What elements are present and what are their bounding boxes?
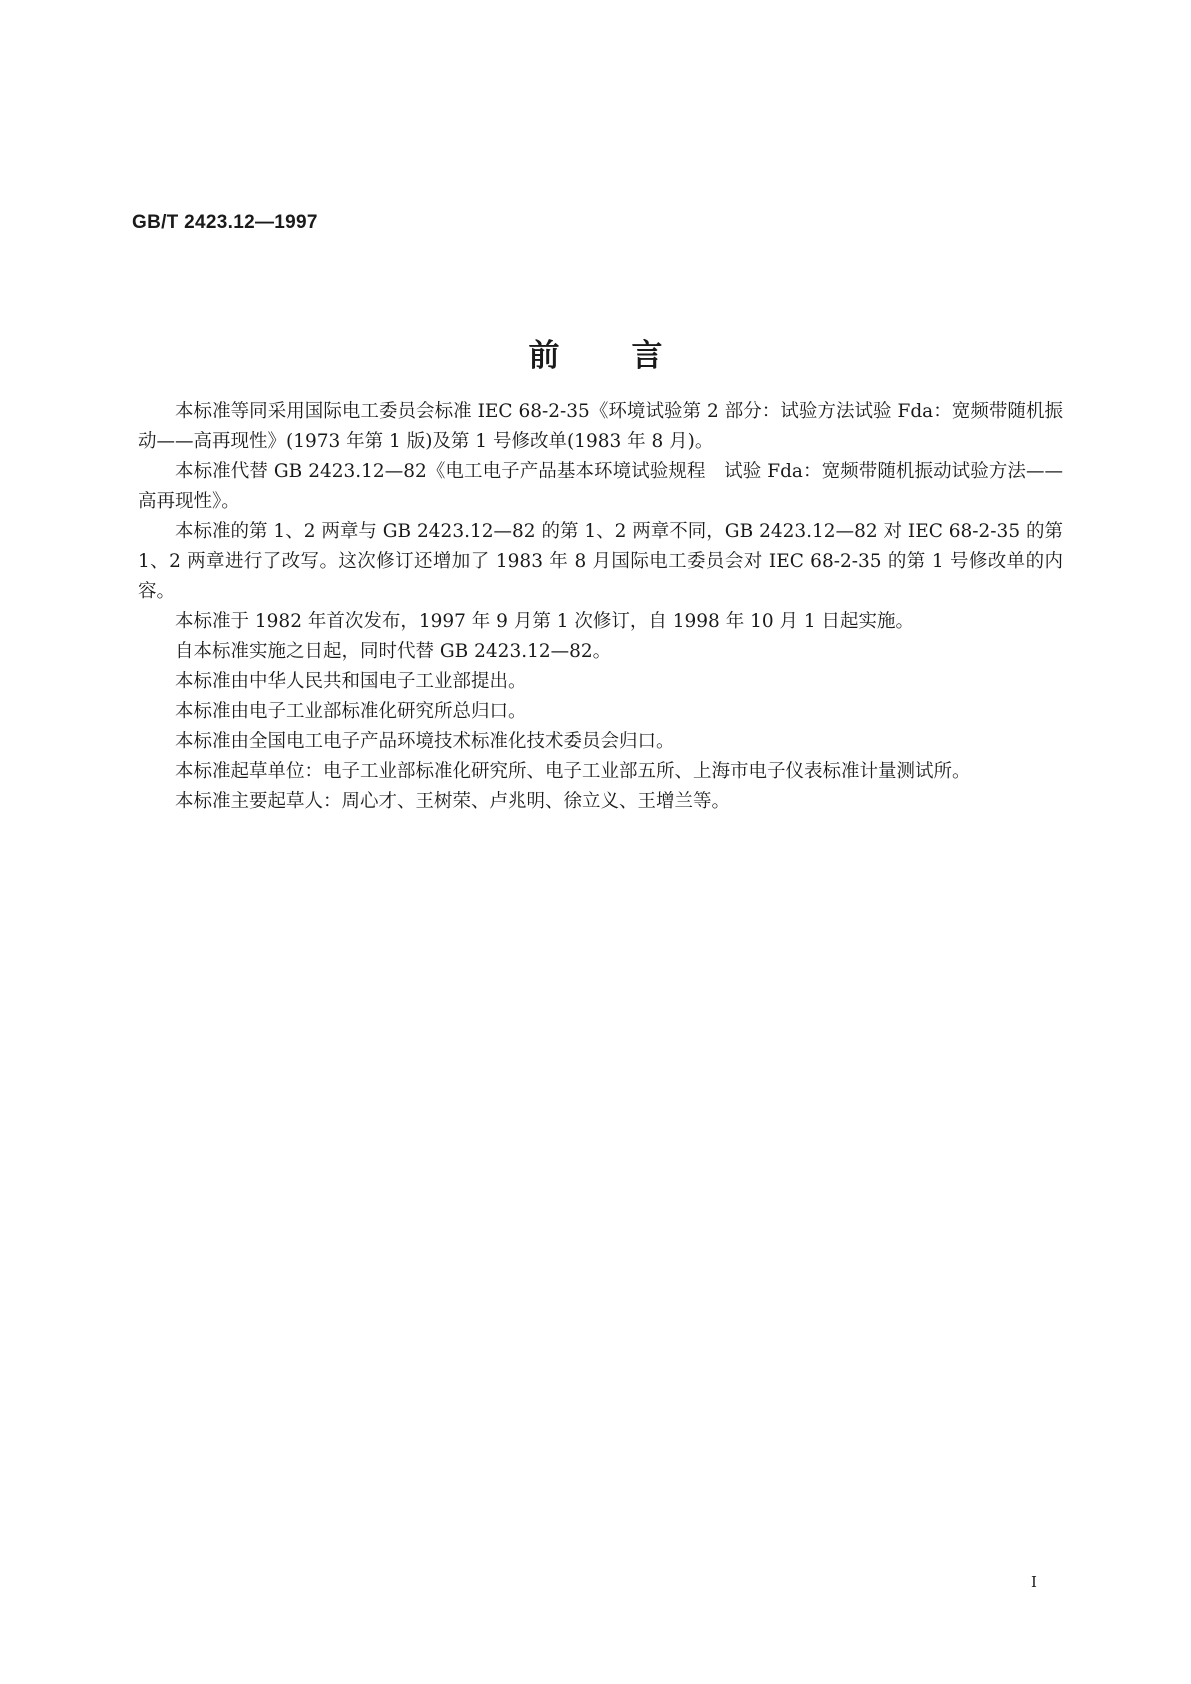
paragraph-10: 本标准主要起草人：周心才、王树荣、卢兆明、徐立义、王增兰等。 (175, 791, 731, 812)
paragraph-8: 本标准由全国电工电子产品环境技术标准化技术委员会归口。 (175, 731, 675, 752)
paragraph-1: 本标准等同采用国际电工委员会标准 IEC 68-2-35《环境试验第 2 部分：试验方法试验 Fda：宽频带随机振动——高再现性》(1973 年第 1 版)及第 1 号修改单(1983 年 8 月)。 (138, 401, 1063, 452)
page-title: 前言 (528, 338, 735, 374)
page-number: I (1031, 1573, 1037, 1591)
paragraph-7: 本标准由电子工业部标准化研究所总归口。 (175, 701, 527, 722)
paragraph-6: 本标准由中华人民共和国电子工业部提出。 (175, 671, 527, 692)
paragraph-2: 本标准代替 GB 2423.12—82《电工电子产品基本环境试验规程 试验 Fda：宽频带随机振动试验方法——高再现性》。 (138, 461, 1063, 512)
paragraph-5: 自本标准实施之日起，同时代替 GB 2423.12—82。 (175, 641, 612, 662)
standard-code: GB/T 2423.12—1997 (132, 212, 318, 233)
paragraph-3: 本标准的第 1、2 两章与 GB 2423.12—82 的第 1、2 两章不同，GB 2423.12—82 对 IEC 68-2-35 的第 1、2 两章进行了改写。这次修订还增加了 1983 年 8 月国际电工委员会对 IEC 68-2-35 的第 1 号修改单的内容。 (138, 521, 1063, 602)
foreword-body (138, 397, 1063, 817)
paragraph-9: 本标准起草单位：电子工业部标准化研究所、电子工业部五所、上海市电子仪表标准计量测试所。 (175, 761, 971, 782)
paragraph-4: 本标准于 1982 年首次发布，1997 年 9 月第 1 次修订，自 1998 年 10 月 1 日起实施。 (175, 611, 915, 632)
